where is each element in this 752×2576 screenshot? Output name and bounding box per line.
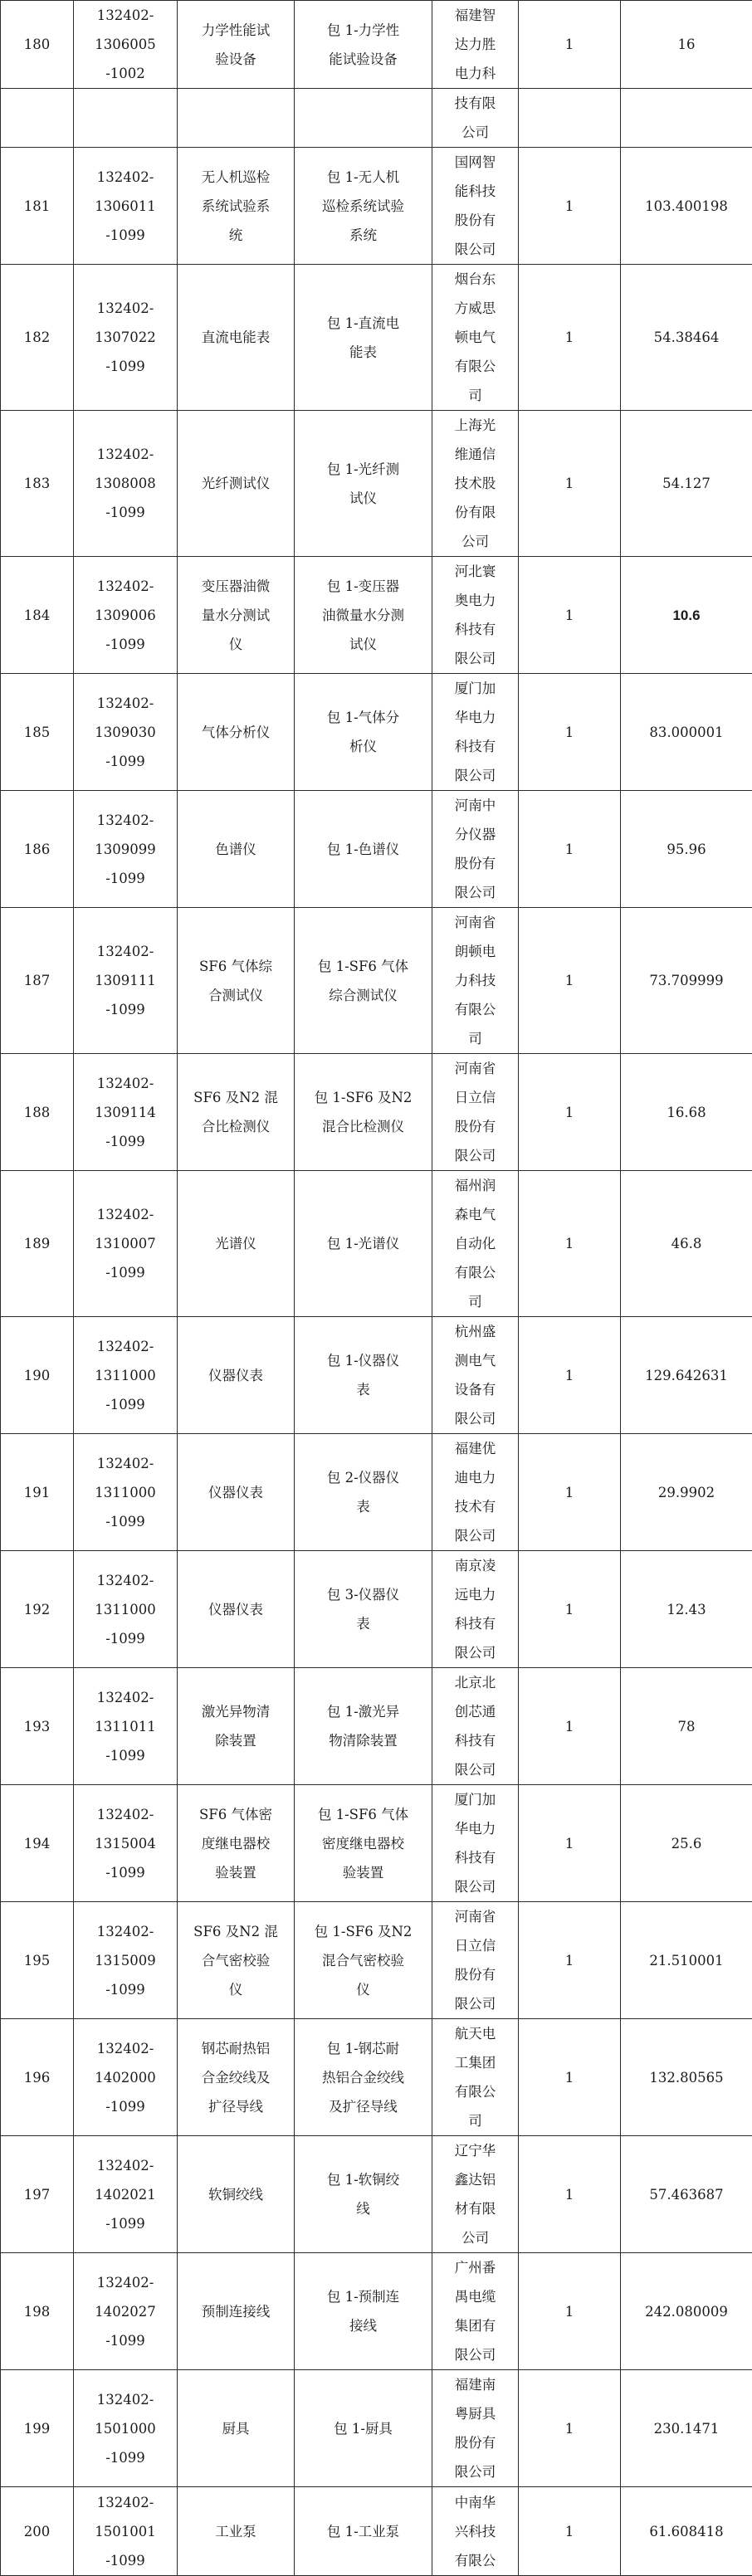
table-row <box>1 557 752 674</box>
material-code-cell: 132402- 1306011 -1099 <box>74 148 178 265</box>
amount-cell: 54.38464 <box>621 265 752 411</box>
package-cell <box>295 89 432 148</box>
material-name-cell: 变压器油微 量水分测试 仪 <box>178 557 295 674</box>
supplier-cell: 福建南 粤厨具 股份有 限公司 <box>432 2370 519 2487</box>
table-row <box>1 791 752 908</box>
row-number-cell: 194 <box>1 1785 74 1902</box>
material-code-cell: 132402- 1309111 -1099 <box>74 908 178 1054</box>
material-name-cell: SF6 及N2 混 合气密校验 仪 <box>178 1902 295 2019</box>
material-code-cell: 132402- 1501000 -1099 <box>74 2370 178 2487</box>
material-code-cell: 132402- 1309099 -1099 <box>74 791 178 908</box>
amount-cell: 95.96 <box>621 791 752 908</box>
table-row <box>1 2253 752 2370</box>
material-name-cell: SF6 气体综 合测试仪 <box>178 908 295 1054</box>
supplier-cell: 中南华 兴科技 有限公 <box>432 2487 519 2576</box>
row-number-cell: 196 <box>1 2019 74 2136</box>
material-name-cell: 激光异物清 除装置 <box>178 1668 295 1785</box>
material-name-cell: SF6 气体密 度继电器校 验装置 <box>178 1785 295 1902</box>
quantity-cell: 1 <box>519 1054 621 1171</box>
supplier-cell: 国网智 能科技 股份有 限公司 <box>432 148 519 265</box>
row-number-cell: 199 <box>1 2370 74 2487</box>
amount-cell: 61.608418 <box>621 2487 752 2576</box>
package-cell: 包 1-钢芯耐 热铝合金绞线 及扩径导线 <box>295 2019 432 2136</box>
package-cell: 包 1-厨具 <box>295 2370 432 2487</box>
table-row <box>1 148 752 265</box>
amount-cell: 73.709999 <box>621 908 752 1054</box>
material-code-cell: 132402- 1308008 -1099 <box>74 411 178 557</box>
material-name-cell: 直流电能表 <box>178 265 295 411</box>
amount-cell: 83.000001 <box>621 674 752 791</box>
table-row <box>1 908 752 1054</box>
material-code-cell: 132402- 1315009 -1099 <box>74 1902 178 2019</box>
quantity-cell: 1 <box>519 674 621 791</box>
material-code-cell: 132402- 1309030 -1099 <box>74 674 178 791</box>
amount-cell <box>621 89 752 148</box>
row-number-cell: 198 <box>1 2253 74 2370</box>
row-number-cell: 183 <box>1 411 74 557</box>
row-number-cell: 181 <box>1 148 74 265</box>
supplier-cell: 广州番 禺电缆 集团有 限公司 <box>432 2253 519 2370</box>
material-name-cell: 光谱仪 <box>178 1171 295 1317</box>
supplier-cell: 厦门加 华电力 科技有 限公司 <box>432 1785 519 1902</box>
supplier-cell: 南京凌 远电力 科技有 限公司 <box>432 1551 519 1668</box>
package-cell: 包 1-工业泵 <box>295 2487 432 2576</box>
material-code-cell: 132402- 1309006 -1099 <box>74 557 178 674</box>
supplier-cell: 杭州盛 测电气 设备有 限公司 <box>432 1317 519 1434</box>
package-cell: 包 3-仪器仪 表 <box>295 1551 432 1668</box>
package-cell: 包 1-SF6 及N2 混合比检测仪 <box>295 1054 432 1171</box>
table-row <box>1 2370 752 2487</box>
row-number-cell: 185 <box>1 674 74 791</box>
material-name-cell: 无人机巡检 系统试验系 统 <box>178 148 295 265</box>
quantity-cell: 1 <box>519 2253 621 2370</box>
amount-cell: 78 <box>621 1668 752 1785</box>
supplier-cell: 河南省 朗顿电 力科技 有限公 司 <box>432 908 519 1054</box>
row-number-cell: 197 <box>1 2136 74 2253</box>
quantity-cell: 1 <box>519 411 621 557</box>
material-name-cell: 工业泵 <box>178 2487 295 2576</box>
package-cell: 包 1-气体分 析仪 <box>295 674 432 791</box>
table-row <box>1 411 752 557</box>
material-code-cell: 132402- 1309114 -1099 <box>74 1054 178 1171</box>
table-row <box>1 265 752 411</box>
row-number-cell: 191 <box>1 1434 74 1551</box>
amount-cell: 57.463687 <box>621 2136 752 2253</box>
quantity-cell: 1 <box>519 1317 621 1434</box>
package-cell: 包 1-变压器 油微量水分测 试仪 <box>295 557 432 674</box>
table-row <box>1 1054 752 1171</box>
amount-cell: 29.9902 <box>621 1434 752 1551</box>
quantity-cell: 1 <box>519 2487 621 2576</box>
quantity-cell: 1 <box>519 1434 621 1551</box>
material-code-cell: 132402- 1310007 -1099 <box>74 1171 178 1317</box>
supplier-cell: 河北寰 奥电力 科技有 限公司 <box>432 557 519 674</box>
supplier-cell: 福建优 迪电力 技术有 限公司 <box>432 1434 519 1551</box>
material-name-cell <box>178 89 295 148</box>
material-code-cell: 132402- 1311011 -1099 <box>74 1668 178 1785</box>
material-code-cell: 132402- 1402021 -1099 <box>74 2136 178 2253</box>
quantity-cell <box>519 89 621 148</box>
quantity-cell: 1 <box>519 1551 621 1668</box>
quantity-cell: 1 <box>519 265 621 411</box>
package-cell: 包 1-SF6 气体 综合测试仪 <box>295 908 432 1054</box>
material-code-cell: 132402- 1307022 -1099 <box>74 265 178 411</box>
quantity-cell: 1 <box>519 2019 621 2136</box>
table-body <box>1 1 752 2576</box>
package-cell: 包 1-预制连 接线 <box>295 2253 432 2370</box>
material-name-cell: 色谱仪 <box>178 791 295 908</box>
row-number-cell <box>1 89 74 148</box>
amount-cell: 12.43 <box>621 1551 752 1668</box>
row-number-cell: 190 <box>1 1317 74 1434</box>
package-cell: 包 1-软铜绞 线 <box>295 2136 432 2253</box>
amount-cell: 103.400198 <box>621 148 752 265</box>
supplier-cell: 福建智 达力胜 电力科 <box>432 1 519 89</box>
package-cell: 包 1-光谱仪 <box>295 1171 432 1317</box>
package-cell: 包 1-SF6 及N2 混合气密校验 仪 <box>295 1902 432 2019</box>
quantity-cell: 1 <box>519 1902 621 2019</box>
package-cell: 包 1-光纤测 试仪 <box>295 411 432 557</box>
quantity-cell: 1 <box>519 1171 621 1317</box>
quantity-cell: 1 <box>519 557 621 674</box>
material-name-cell: 气体分析仪 <box>178 674 295 791</box>
row-number-cell: 189 <box>1 1171 74 1317</box>
material-code-cell: 132402- 1311000 -1099 <box>74 1551 178 1668</box>
supplier-cell: 上海光 维通信 技术股 份有限 公司 <box>432 411 519 557</box>
quantity-cell: 1 <box>519 2370 621 2487</box>
material-name-cell: SF6 及N2 混 合比检测仪 <box>178 1054 295 1171</box>
row-number-cell: 187 <box>1 908 74 1054</box>
amount-cell: 16.68 <box>621 1054 752 1171</box>
material-name-cell: 光纤测试仪 <box>178 411 295 557</box>
package-cell: 包 1-激光异 物清除装置 <box>295 1668 432 1785</box>
supplier-cell: 北京北 创芯通 科技有 限公司 <box>432 1668 519 1785</box>
supplier-cell: 河南省 日立信 股份有 限公司 <box>432 1902 519 2019</box>
package-cell: 包 1-直流电 能表 <box>295 265 432 411</box>
supplier-cell: 烟台东 方威思 顿电气 有限公 司 <box>432 265 519 411</box>
amount-cell: 10.6 <box>621 557 752 674</box>
material-name-cell: 仪器仪表 <box>178 1434 295 1551</box>
quantity-cell: 1 <box>519 1668 621 1785</box>
table-row <box>1 89 752 148</box>
material-name-cell: 仪器仪表 <box>178 1317 295 1434</box>
table-row <box>1 2487 752 2576</box>
quantity-cell: 1 <box>519 1785 621 1902</box>
row-number-cell: 195 <box>1 1902 74 2019</box>
table-row <box>1 2019 752 2136</box>
amount-cell: 16 <box>621 1 752 89</box>
row-number-cell: 186 <box>1 791 74 908</box>
amount-cell: 25.6 <box>621 1785 752 1902</box>
row-number-cell: 180 <box>1 1 74 89</box>
quantity-cell: 1 <box>519 908 621 1054</box>
row-number-cell: 188 <box>1 1054 74 1171</box>
amount-cell: 21.510001 <box>621 1902 752 2019</box>
amount-cell: 132.80565 <box>621 2019 752 2136</box>
table-row <box>1 1902 752 2019</box>
supplier-cell: 厦门加 华电力 科技有 限公司 <box>432 674 519 791</box>
amount-cell: 54.127 <box>621 411 752 557</box>
package-cell: 包 1-无人机 巡检系统试验 系统 <box>295 148 432 265</box>
amount-cell: 129.642631 <box>621 1317 752 1434</box>
quantity-cell: 1 <box>519 1 621 89</box>
supplier-cell: 航天电 工集团 有限公 司 <box>432 2019 519 2136</box>
supplier-cell: 河南省 日立信 股份有 限公司 <box>432 1054 519 1171</box>
table-row <box>1 1 752 89</box>
table-row <box>1 1551 752 1668</box>
row-number-cell: 182 <box>1 265 74 411</box>
material-code-cell: 132402- 1402027 -1099 <box>74 2253 178 2370</box>
amount-cell: 230.1471 <box>621 2370 752 2487</box>
material-code-cell <box>74 89 178 148</box>
table-row <box>1 1668 752 1785</box>
package-cell: 包 1-色谱仪 <box>295 791 432 908</box>
supplier-cell: 辽宁华 鑫达铝 材有限 公司 <box>432 2136 519 2253</box>
quantity-cell: 1 <box>519 2136 621 2253</box>
amount-cell: 46.8 <box>621 1171 752 1317</box>
quantity-cell: 1 <box>519 791 621 908</box>
supplier-cell: 技有限 公司 <box>432 89 519 148</box>
material-code-cell: 132402- 1306005 -1002 <box>74 1 178 89</box>
row-number-cell: 184 <box>1 557 74 674</box>
table-row <box>1 2136 752 2253</box>
material-name-cell: 厨具 <box>178 2370 295 2487</box>
package-cell: 包 2-仪器仪 表 <box>295 1434 432 1551</box>
supplier-cell: 福州润 森电气 自动化 有限公 司 <box>432 1171 519 1317</box>
row-number-cell: 192 <box>1 1551 74 1668</box>
row-number-cell: 193 <box>1 1668 74 1785</box>
amount-cell: 242.080009 <box>621 2253 752 2370</box>
package-cell: 包 1-仪器仪 表 <box>295 1317 432 1434</box>
supplier-cell: 河南中 分仪器 股份有 限公司 <box>432 791 519 908</box>
material-code-cell: 132402- 1311000 -1099 <box>74 1317 178 1434</box>
table-row <box>1 1434 752 1551</box>
material-name-cell: 仪器仪表 <box>178 1551 295 1668</box>
material-code-cell: 132402- 1501001 -1099 <box>74 2487 178 2576</box>
table-row <box>1 1317 752 1434</box>
package-cell: 包 1-力学性 能试验设备 <box>295 1 432 89</box>
table-row <box>1 674 752 791</box>
material-name-cell: 预制连接线 <box>178 2253 295 2370</box>
table-row <box>1 1171 752 1317</box>
material-name-cell: 软铜绞线 <box>178 2136 295 2253</box>
row-number-cell: 200 <box>1 2487 74 2576</box>
material-code-cell: 132402- 1311000 -1099 <box>74 1434 178 1551</box>
table-row <box>1 1785 752 1902</box>
material-name-cell: 力学性能试 验设备 <box>178 1 295 89</box>
quantity-cell: 1 <box>519 148 621 265</box>
package-cell: 包 1-SF6 气体 密度继电器校 验装置 <box>295 1785 432 1902</box>
material-name-cell: 钢芯耐热铝 合金绞线及 扩径导线 <box>178 2019 295 2136</box>
material-code-cell: 132402- 1402000 -1099 <box>74 2019 178 2136</box>
material-code-cell: 132402- 1315004 -1099 <box>74 1785 178 1902</box>
